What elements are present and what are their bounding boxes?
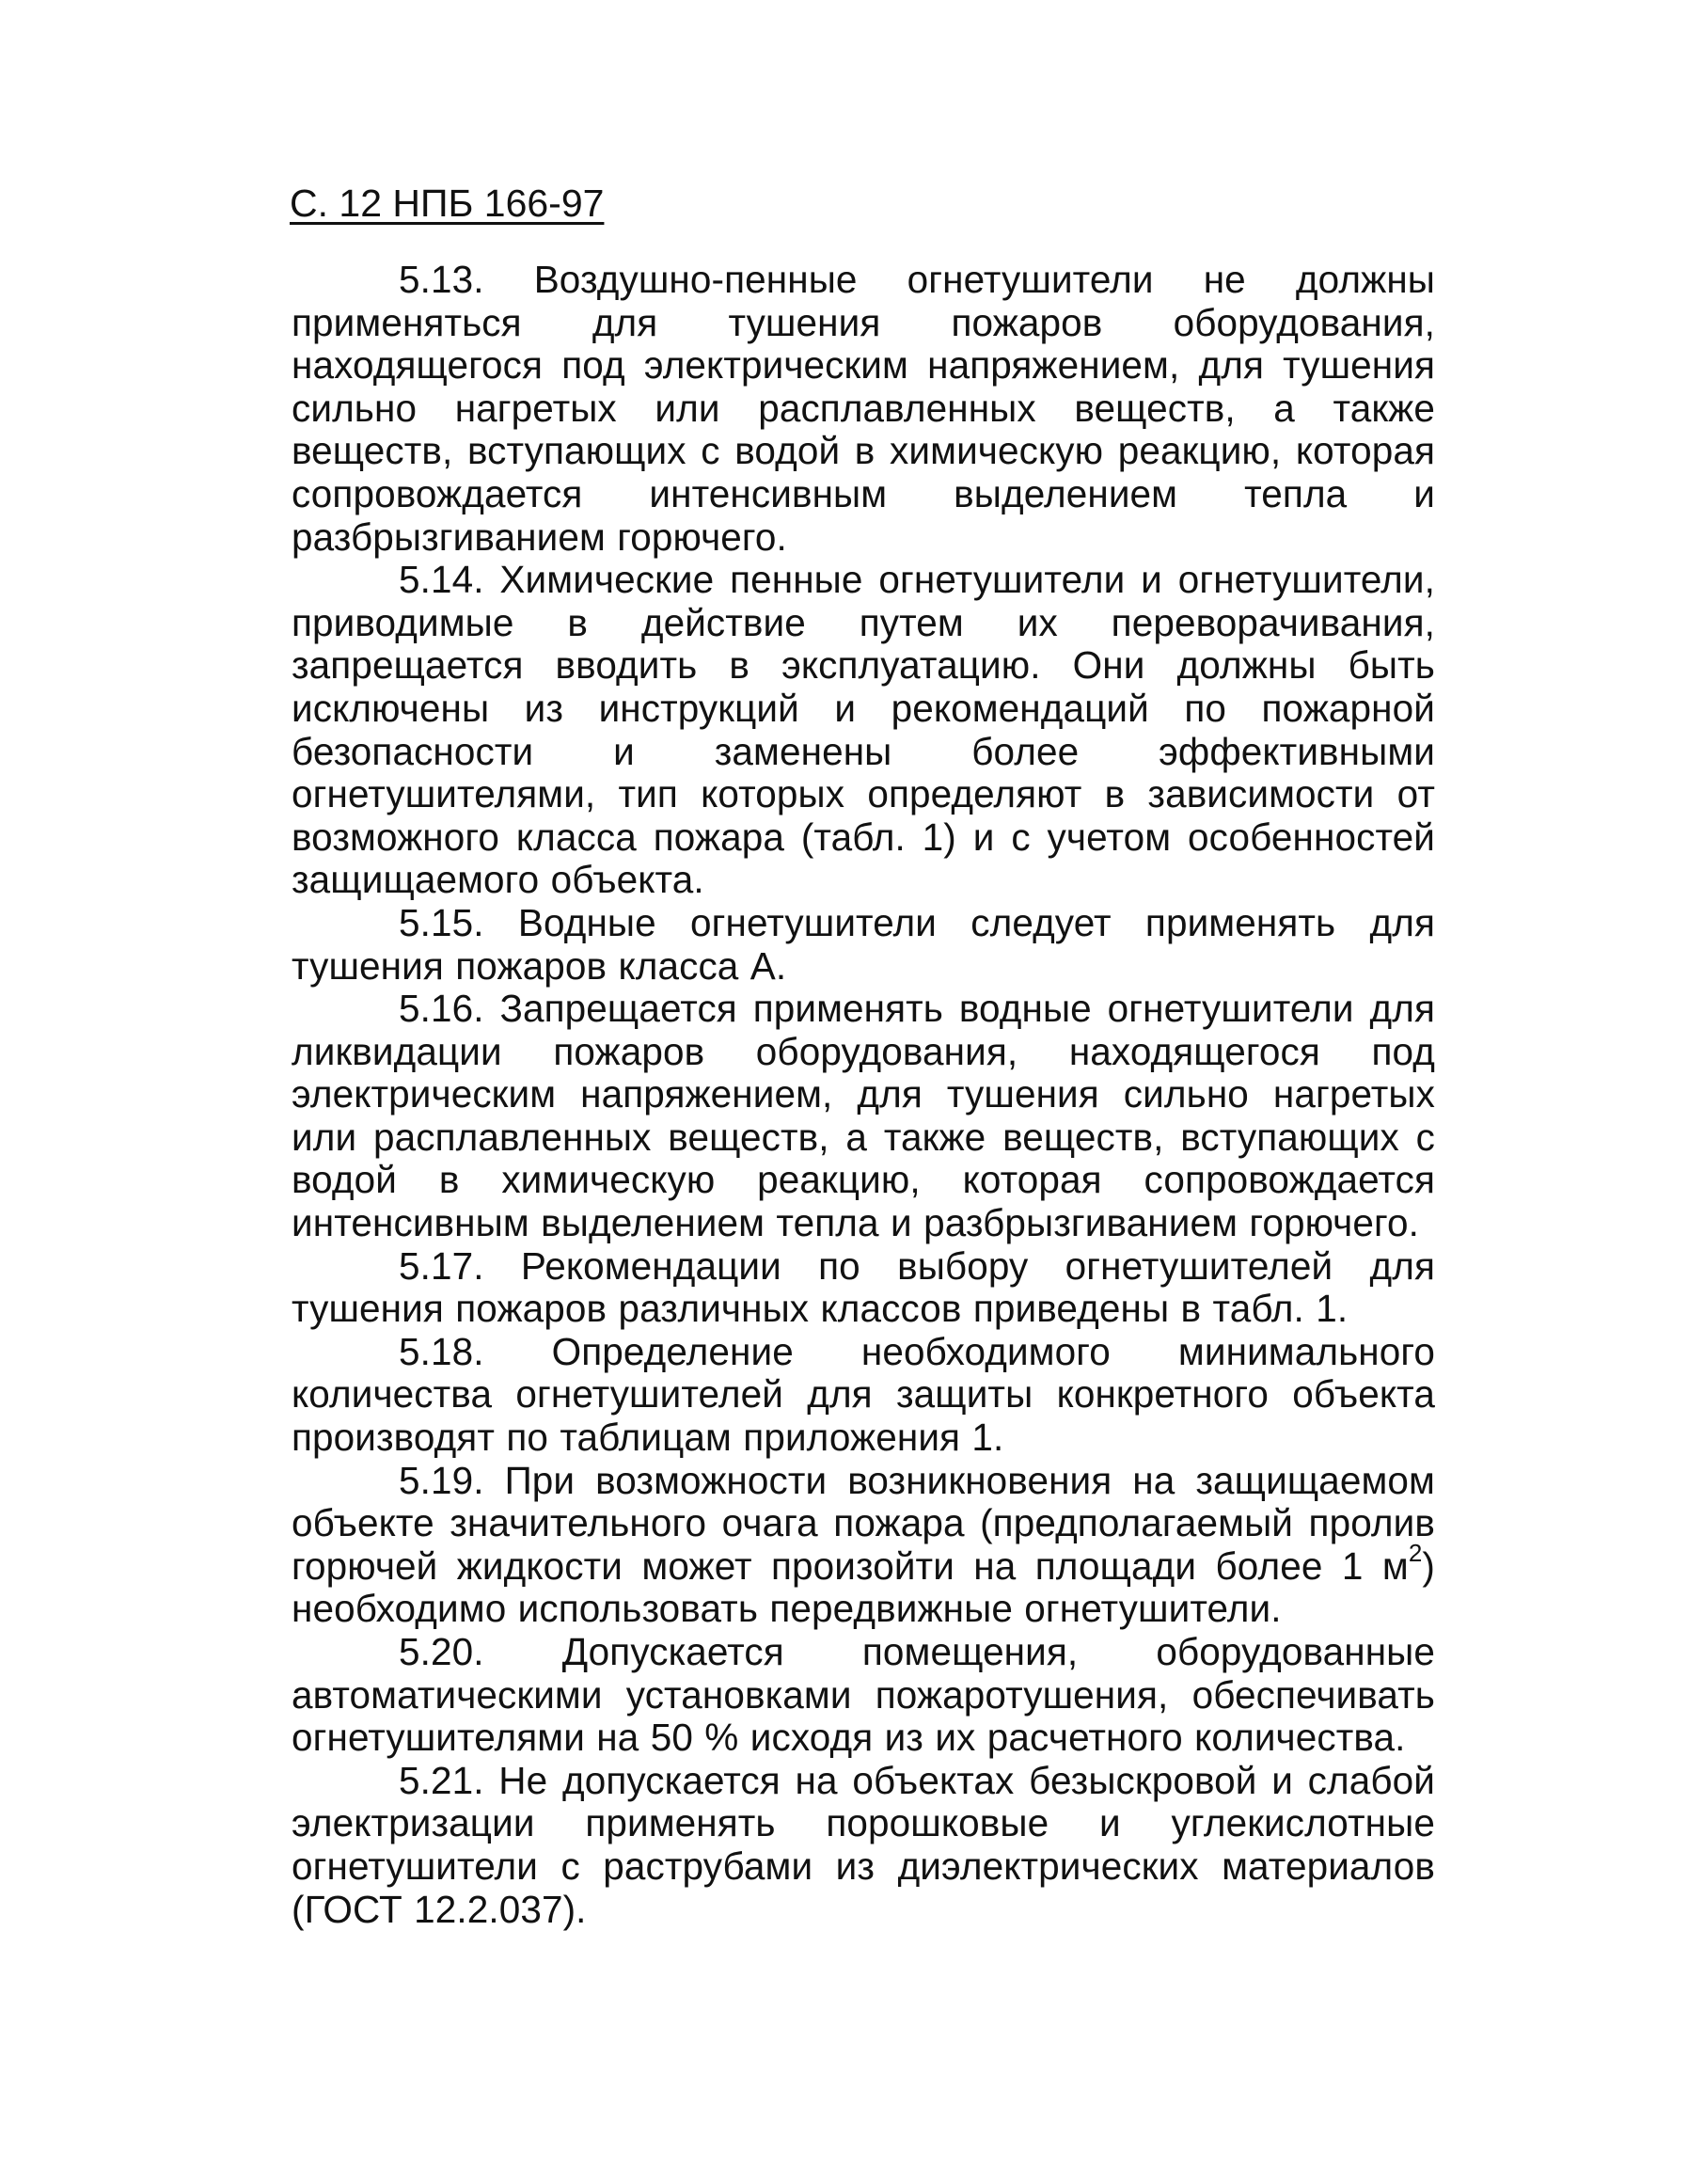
page-header: С. 12 НПБ 166-97 xyxy=(290,182,605,225)
paragraph-5-21: 5.21. Не допускается на объектах безыскровой и слабой электризации применять порошковые и углекислотные огнетушители с раструбами из диэлектрических материалов (ГОСТ 12.2.037). xyxy=(292,1758,1435,1931)
paragraph-5-17: 5.17. Рекомендации по выбору огнетушителей для тушения пожаров различных классов приведены в табл. 1. xyxy=(292,1243,1435,1331)
superscript-square: 2 xyxy=(1408,1539,1423,1568)
paragraph-5-19-text-before: 5.19. При возможности возникновения на защищаемом объекте значительного очага пожара (предполагаемый пролив горючей жидкости может произойти на площади более 1 м xyxy=(292,1458,1435,1588)
paragraph-5-16: 5.16. Запрещается применять водные огнетушители для ликвидации пожаров оборудования, находящегося под электрическим напряжением, для тушения сильно нагретых или расплавленных веществ, а также веществ, вступающих с водой в химическую реакцию, которая сопровождается интенсивным выделением тепла и разбрызгиванием горючего. xyxy=(292,987,1435,1245)
paragraph-5-20: 5.20. Допускается помещения, оборудованные автоматическими установками пожаротушения, обеспечивать огнетушителями на 50 % исходя из их расчетного количества. xyxy=(292,1630,1435,1760)
paragraph-5-13: 5.13. Воздушно-пенные огнетушители не должны применяться для тушения пожаров оборудования, находящегося под электрическим напряжением, для тушения сильно нагретых или расплавленных веществ, а также веществ, вступающих с водой в химическую реакцию, которая сопровождается интенсивным выделением тепла и разбрызгиванием горючего. xyxy=(292,258,1435,559)
document-body xyxy=(292,259,1435,1931)
paragraph-5-15: 5.15. Водные огнетушители следует применять для тушения пожаров класса А. xyxy=(292,900,1435,988)
paragraph-5-18: 5.18. Определение необходимого минимального количества огнетушителей для защиты конкретного объекта производят по таблицам приложения 1. xyxy=(292,1329,1435,1460)
paragraph-5-19 xyxy=(292,1460,1435,1631)
paragraph-5-14: 5.14. Химические пенные огнетушители и огнетушители, приводимые в действие путем их переворачивания, запрещается вводить в эксплуатацию. Они должны быть исключены из инструкций и рекомендаций по пожарной безопасности и заменены более эффективными огнетушителями, тип которых определяют в зависимости от возможного класса пожара (табл. 1) и с учетом особенностей защищаемого объекта. xyxy=(292,558,1435,902)
paragraph-5-19-text-after: ) необходимо использовать передвижные огнетушители. xyxy=(292,1543,1435,1631)
